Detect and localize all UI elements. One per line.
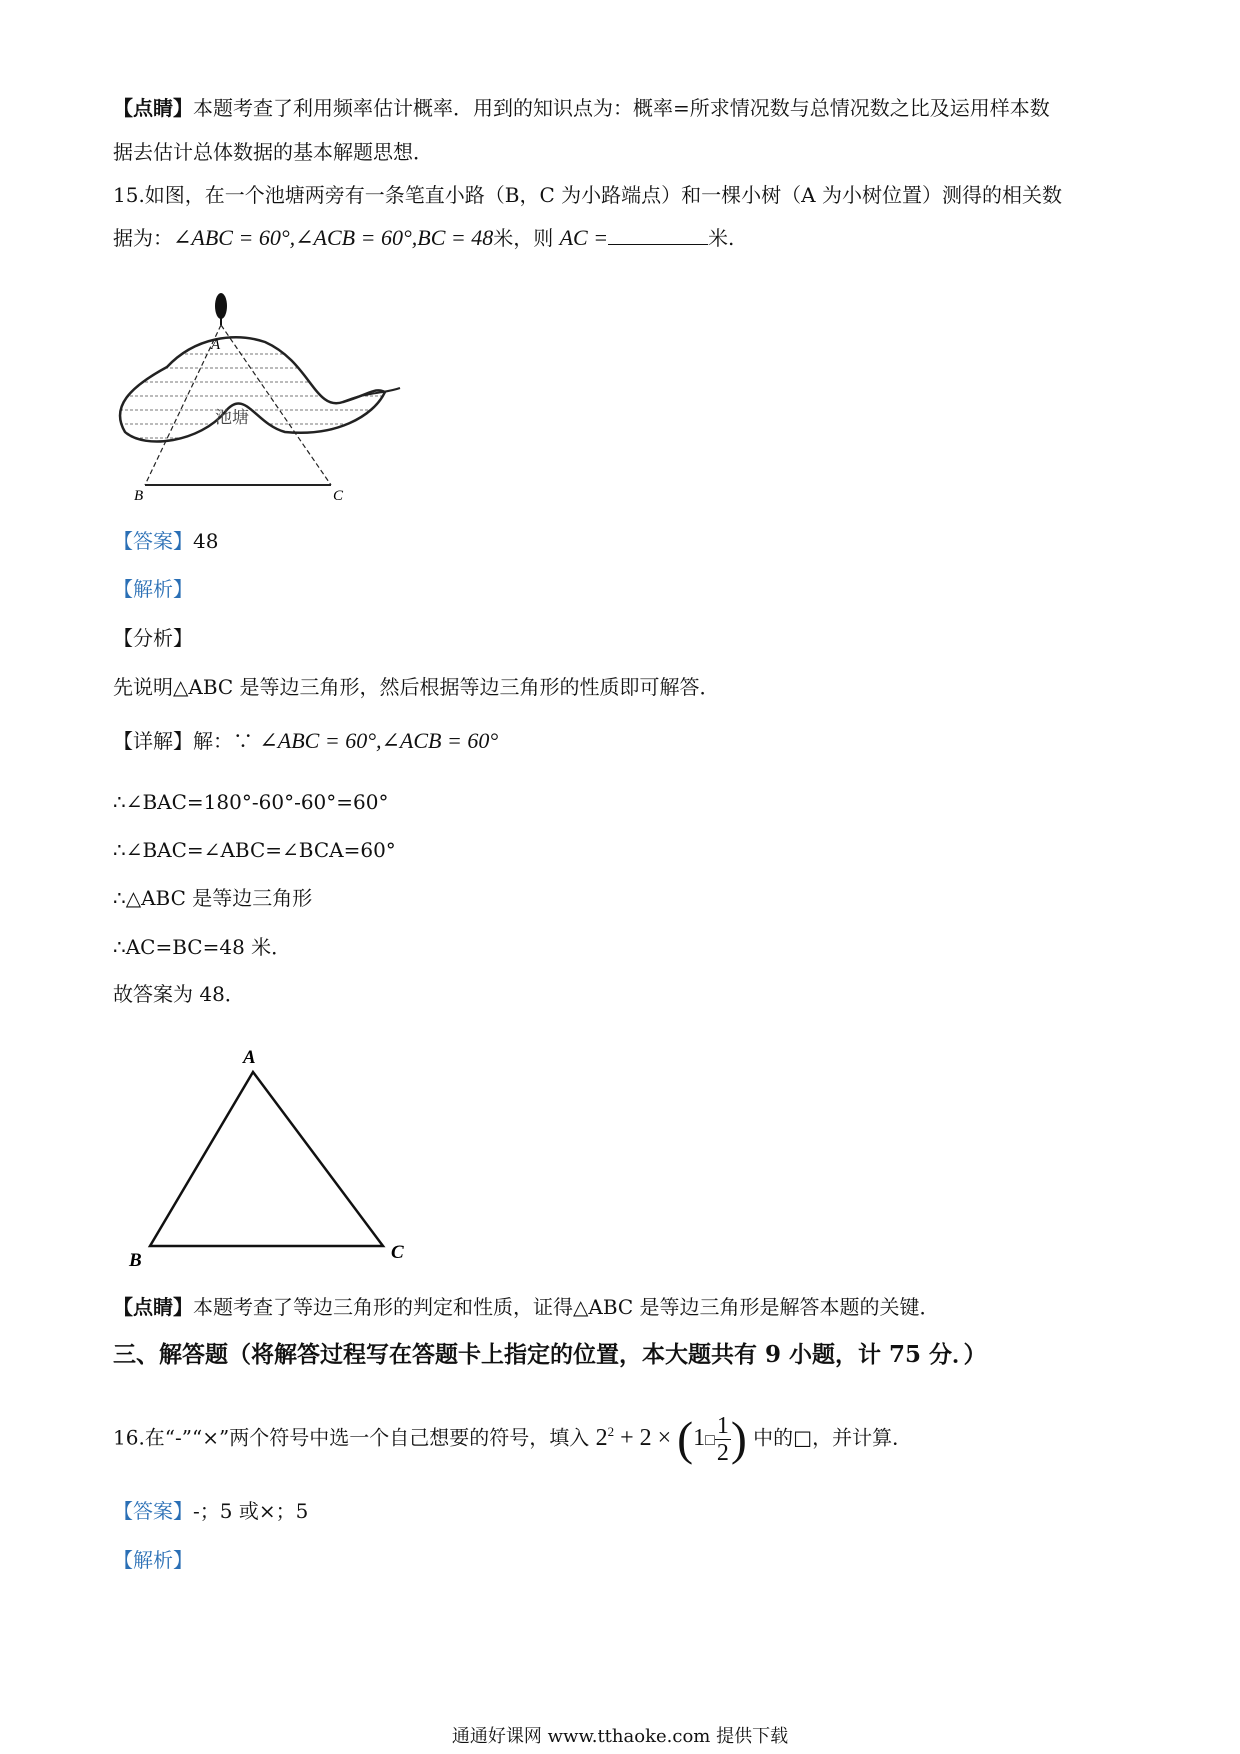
- answer-text: -；5 或×；5: [193, 1499, 309, 1523]
- q15-answer: [113, 527, 218, 555]
- stem-unit: 米，则: [493, 226, 554, 250]
- detail-prefix: 解：∵: [193, 729, 253, 753]
- ac-expression: AC =: [559, 225, 609, 250]
- answer-label: 【答案】: [113, 529, 193, 553]
- comment-text: 本题考查了等边三角形的判定和性质，证得△ABC 是等边三角形是解答本题的关键．: [193, 1295, 940, 1319]
- q14-comment-line2: 据去估计总体数据的基本解题思想．: [113, 140, 433, 164]
- fraction-denominator: 2: [716, 1439, 729, 1466]
- stem-suffix: 米.: [708, 226, 735, 250]
- pond-label: 池塘: [215, 408, 249, 427]
- q15-step4: ∴AC=BC=48 米．: [113, 935, 292, 959]
- q15-detail-line: [113, 727, 498, 755]
- triangle-label-a: A: [243, 1047, 256, 1068]
- comment-label: 【点睛】: [113, 1295, 193, 1319]
- answer-value: 48: [193, 529, 219, 553]
- expr-mid: + 2 ×: [620, 1425, 672, 1451]
- expr-paren-close: ): [730, 1412, 747, 1466]
- pond-outline: [120, 337, 385, 441]
- q16-stem: [113, 1412, 912, 1466]
- label-c: C: [333, 488, 344, 504]
- q15-fenxi-label: 【分析】: [113, 626, 193, 650]
- q15-analysis-label: 【解析】: [113, 577, 193, 601]
- q15-step3: ∴△ABC 是等边三角形: [113, 886, 313, 910]
- q16-answer: [113, 1497, 308, 1525]
- q15-step2: ∴∠BAC=∠ABC=∠BCA=60°: [113, 838, 396, 862]
- detail-math: ∠ABC = 60°,∠ACB = 60°: [259, 728, 499, 753]
- fraction-numerator: 1: [716, 1412, 729, 1439]
- page-footer: 通通好课网 www.tthaoke.com 提供下载: [451, 1726, 789, 1747]
- detail-label: 【详解】: [113, 729, 193, 753]
- comment-text: 本题考查了利用频率估计概率．用到的知识点为：概率=所求情况数与总情况数之比及运用样本数: [193, 96, 1050, 120]
- expr-paren-open: (: [677, 1412, 694, 1466]
- q15-comment: [113, 1293, 940, 1321]
- expr-exponent: 2: [607, 1424, 615, 1439]
- answer-blank: [608, 226, 708, 245]
- expr-one: 1: [693, 1425, 706, 1451]
- q15-stem-line2: [113, 224, 734, 252]
- segment-ab: [145, 325, 221, 485]
- q14-comment-line1: [113, 94, 1050, 122]
- triangle-figure: [115, 1040, 435, 1270]
- expr-base: 2: [595, 1425, 608, 1451]
- expr-fraction: [715, 1413, 731, 1466]
- q15-step1: ∴∠BAC=180°-60°-60°=60°: [113, 790, 389, 814]
- q16-analysis-label: 【解析】: [113, 1548, 193, 1572]
- q16-suffix: 中的□，并计算．: [753, 1425, 913, 1450]
- stem-prefix: 据为：: [113, 226, 173, 250]
- pond-hatching: [115, 354, 415, 438]
- triangle-label-c: C: [391, 1242, 404, 1263]
- given-angles: ∠ABC = 60°,∠ACB = 60°,BC = 48: [173, 225, 494, 250]
- pond-figure: [115, 292, 415, 512]
- q16-prefix: 16.在“-”“×”两个符号中选一个自己想要的符号，填入: [113, 1425, 590, 1450]
- q16-expression: [596, 1412, 747, 1466]
- q15-conclusion: 故答案为 48．: [113, 982, 245, 1006]
- label-a: A: [211, 337, 221, 353]
- comment-label: 【点睛】: [113, 96, 193, 120]
- section-heading: 三、解答题（将解答过程写在答题卡上指定的位置，本大题共有 9 小题，计 75 分．）: [113, 1341, 987, 1368]
- label-b: B: [134, 488, 144, 504]
- q15-stem-line1: 15.如图，在一个池塘两旁有一条笔直小路（B，C 为小路端点）和一棵小树（A 为小树位置）测得的相关数: [113, 183, 1062, 207]
- expr-box: □: [705, 1432, 715, 1449]
- q15-fenxi-text: 先说明△ABC 是等边三角形，然后根据等边三角形的性质即可解答．: [113, 675, 720, 699]
- answer-label: 【答案】: [113, 1499, 193, 1523]
- triangle-abc: [150, 1072, 383, 1246]
- tree-icon: [215, 293, 227, 319]
- triangle-label-b: B: [129, 1250, 142, 1270]
